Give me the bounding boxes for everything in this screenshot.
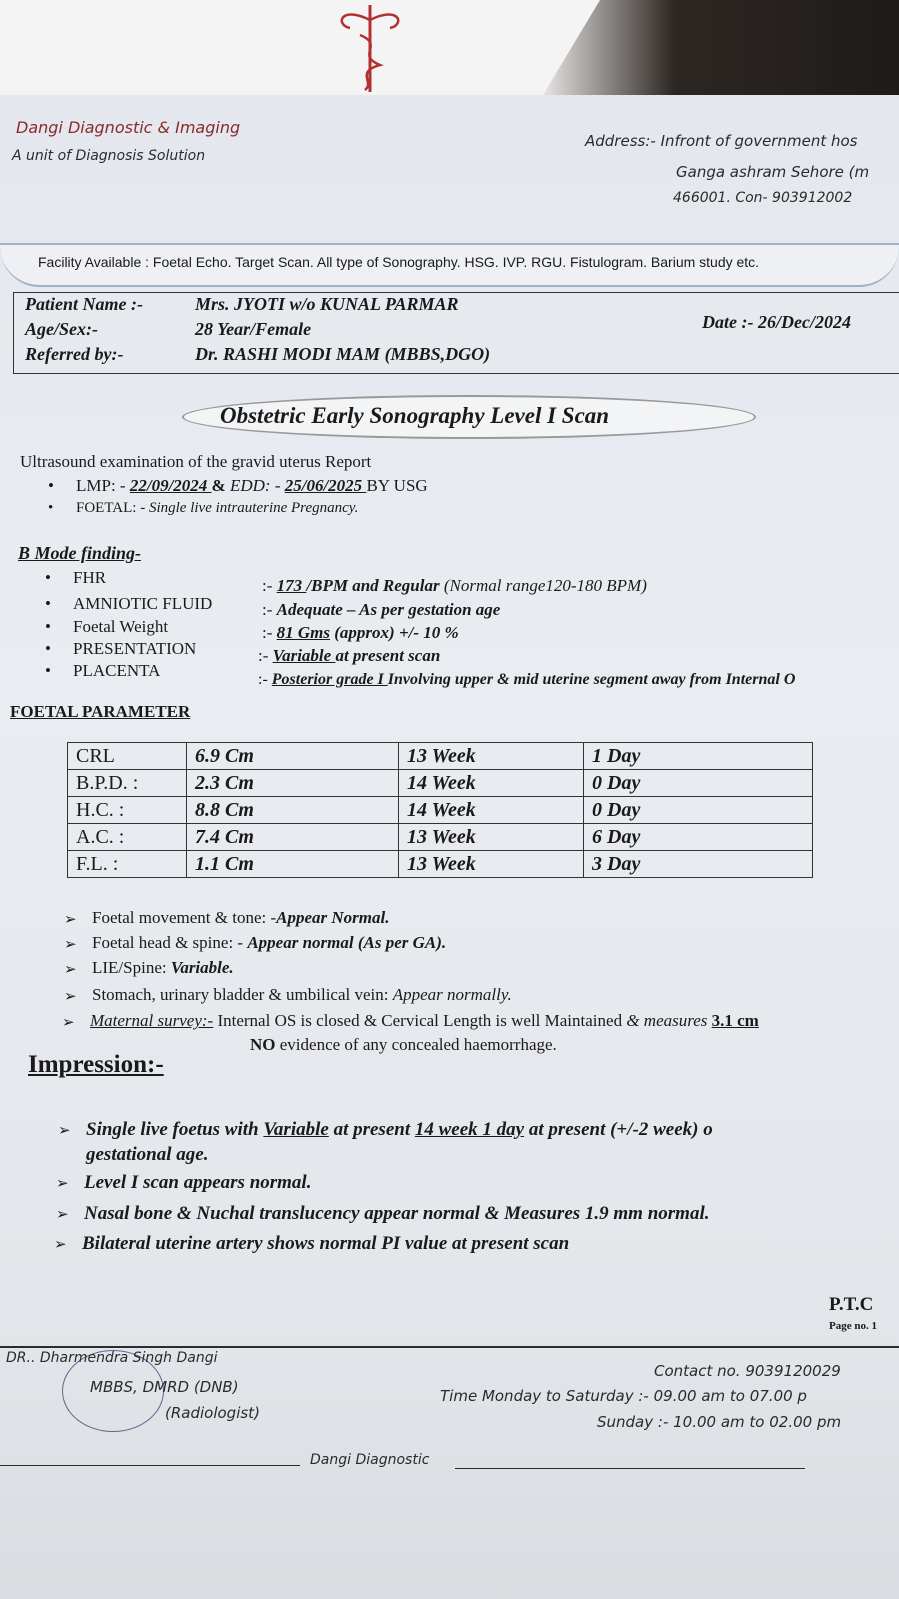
param-cell: CRL bbox=[68, 743, 187, 770]
day-cell: 3 Day bbox=[584, 851, 813, 878]
edd-label: EDD: - bbox=[229, 476, 285, 495]
amniotic-value: Adequate – As per gestation age bbox=[276, 600, 501, 619]
table-row bbox=[68, 770, 813, 797]
bmode-value-placenta bbox=[258, 671, 795, 689]
week-cell: 14 Week bbox=[399, 770, 584, 797]
table-row bbox=[68, 851, 813, 878]
facility-banner bbox=[0, 243, 899, 287]
bmode-label-presentation: • PRESENTATION bbox=[73, 639, 196, 659]
bmode-heading: B Mode finding- bbox=[18, 543, 142, 563]
sign-line-left bbox=[0, 1465, 300, 1466]
foetal-label: FOETAL: - bbox=[76, 500, 149, 516]
bmode-label-amniotic: • AMNIOTIC FLUID bbox=[73, 594, 212, 614]
bmode-label-placenta: • PLACENTA bbox=[73, 661, 160, 681]
page-number: Page no. 1 bbox=[829, 1320, 877, 1332]
weight-rest: (approx) +/- 10 % bbox=[330, 623, 459, 642]
lmp-label: LMP: - bbox=[76, 476, 130, 495]
footer-divider bbox=[0, 1346, 899, 1348]
placenta-rest: Involving upper & mid uterine segment away from Internal O bbox=[387, 671, 796, 688]
foetal-parameter-table bbox=[67, 742, 813, 878]
imp1b: at present bbox=[328, 1119, 415, 1140]
address-line-2: Ganga ashram Sehore (m bbox=[676, 163, 870, 181]
bmode-label-fhr: • FHR bbox=[73, 568, 106, 588]
maternal-label: Maternal survey:- bbox=[90, 1011, 214, 1030]
fhr-note: (Normal range120-180 BPM) bbox=[443, 576, 647, 595]
value-cell: 6.9 Cm bbox=[187, 743, 399, 770]
impression-heading: Impression:- bbox=[28, 1051, 164, 1078]
patient-name-label: Patient Name :- bbox=[25, 294, 143, 314]
obs-value: Appear normal (As per GA). bbox=[247, 933, 447, 952]
age-label: Age/Sex:- bbox=[25, 319, 98, 339]
facility-text: Facility Available : Foetal Echo. Target Scan. All type of Sonography. HSG. IVP. RGU. Fistulogram. Barium study etc. bbox=[38, 254, 760, 270]
impression-item-1-cont: gestational age. bbox=[86, 1144, 209, 1165]
clinic-name: Dangi Diagnostic & Imaging bbox=[16, 118, 241, 137]
week-cell: 13 Week bbox=[399, 824, 584, 851]
obs-value: Appear normally. bbox=[392, 985, 512, 1004]
ptc-text: P.T.C bbox=[829, 1294, 874, 1315]
obs-label: Foetal head & spine: - bbox=[92, 933, 248, 952]
cervical-length: 3.1 cm bbox=[711, 1011, 759, 1030]
observation-item bbox=[92, 908, 389, 928]
impression-item-2: ➢ Level I scan appears normal. bbox=[84, 1172, 311, 1194]
sep: :- bbox=[258, 646, 273, 665]
haemorrhage-text: evidence of any concealed haemorrhage. bbox=[275, 1035, 557, 1054]
report-title-oval bbox=[182, 395, 756, 439]
sep: :- bbox=[262, 576, 277, 595]
impression-item-3: ➢ Nasal bone & Nuchal translucency appear normal & Measures 1.9 mm normal. bbox=[84, 1203, 709, 1225]
bmode-value-fhr bbox=[262, 576, 647, 596]
referred-value: Dr. RASHI MODI MAM (MBBS,DGO) bbox=[195, 344, 491, 364]
amp-symbol: & bbox=[211, 476, 230, 495]
bmode-label-weight: • Foetal Weight bbox=[73, 617, 168, 637]
param-cell: F.L. : bbox=[68, 851, 187, 878]
caduceus-logo bbox=[330, 0, 410, 95]
value-cell: 1.1 Cm bbox=[187, 851, 399, 878]
imp1-presentation: Variable bbox=[263, 1119, 329, 1140]
maternal-line-2 bbox=[250, 1035, 557, 1055]
no-word: NO bbox=[250, 1035, 276, 1054]
bmode-value-weight bbox=[262, 623, 459, 643]
address-line-1: Address:- Infront of government hos bbox=[585, 132, 858, 150]
param-cell: H.C. : bbox=[68, 797, 187, 824]
edd-suffix: BY USG bbox=[366, 476, 428, 495]
measure-pre: & measures bbox=[626, 1011, 712, 1030]
obs-value: Appear Normal. bbox=[276, 908, 390, 927]
report-title: Obstetric Early Sonography Level I Scan bbox=[220, 403, 610, 428]
sep: :- bbox=[258, 671, 272, 688]
impression-item-4: ➢ Bilateral uterine artery shows normal PI value at present scan bbox=[82, 1233, 569, 1255]
day-cell: 0 Day bbox=[584, 797, 813, 824]
value-cell: 2.3 Cm bbox=[187, 770, 399, 797]
doctor-role: (Radiologist) bbox=[165, 1404, 260, 1422]
report-date: Date :- 26/Dec/2024 bbox=[702, 312, 851, 332]
foetal-line bbox=[76, 500, 358, 517]
maternal-survey bbox=[90, 1011, 759, 1031]
week-cell: 13 Week bbox=[399, 851, 584, 878]
age-value: 28 Year/Female bbox=[195, 319, 312, 339]
imp1-ga: 14 week 1 day bbox=[414, 1119, 525, 1140]
weight-value: 81 Gms bbox=[276, 623, 331, 642]
obs-label: Foetal movement & tone: - bbox=[92, 908, 277, 927]
foetal-parameter-heading: FOETAL PARAMETER bbox=[10, 702, 191, 721]
param-cell: B.P.D. : bbox=[68, 770, 187, 797]
table-row bbox=[68, 797, 813, 824]
obs-value: Variable. bbox=[170, 958, 234, 977]
week-cell: 14 Week bbox=[399, 797, 584, 824]
doctor-degree: MBBS, DMRD (DNB) bbox=[90, 1378, 239, 1396]
edd-value: 25/06/2025 bbox=[284, 476, 367, 495]
value-cell: 7.4 Cm bbox=[187, 824, 399, 851]
timing-sunday: Sunday :- 10.00 am to 02.00 pm bbox=[597, 1413, 842, 1431]
placenta-value: Posterior grade I bbox=[271, 671, 388, 688]
presentation-value: Variable bbox=[272, 646, 336, 665]
contact-number: Contact no. 9039120029 bbox=[654, 1362, 841, 1380]
sep: :- bbox=[262, 623, 277, 642]
foetal-value: Single live intrauterine Pregnancy. bbox=[148, 500, 359, 516]
value-cell: 8.8 Cm bbox=[187, 797, 399, 824]
maternal-text: Internal OS is closed & Cervical Length is well Maintained bbox=[213, 1011, 627, 1030]
observation-item bbox=[92, 933, 446, 953]
sign-line-right bbox=[455, 1468, 805, 1469]
sep: :- bbox=[262, 600, 277, 619]
bmode-value-presentation bbox=[258, 646, 440, 666]
imp1c: at present (+/-2 week) o bbox=[524, 1119, 713, 1140]
presentation-rest: at present scan bbox=[335, 646, 441, 665]
intro-line: Ultrasound examination of the gravid uterus Report bbox=[20, 452, 372, 471]
obs-label: LIE/Spine: bbox=[92, 958, 171, 977]
week-cell: 13 Week bbox=[399, 743, 584, 770]
clinic-tagline: A unit of Diagnosis Solution bbox=[12, 148, 206, 164]
lmp-edd-line bbox=[76, 476, 428, 496]
day-cell: 0 Day bbox=[584, 770, 813, 797]
observation-item bbox=[92, 958, 234, 978]
doctor-name: DR.. Dharmendra Singh Dangi bbox=[6, 1350, 218, 1366]
signature-text: Dangi Diagnostic bbox=[310, 1452, 430, 1468]
timing-weekday: Time Monday to Saturday :- 09.00 am to 07.00 p bbox=[440, 1387, 807, 1405]
param-cell: A.C. : bbox=[68, 824, 187, 851]
bmode-value-amniotic bbox=[262, 600, 500, 620]
lmp-value: 22/09/2024 bbox=[129, 476, 212, 495]
fhr-rest: /BPM and Regular bbox=[306, 576, 444, 595]
fhr-value: 173 bbox=[276, 576, 307, 595]
day-cell: 1 Day bbox=[584, 743, 813, 770]
obs-label: Stomach, urinary bladder & umbilical vein: bbox=[92, 985, 393, 1004]
table-row bbox=[68, 824, 813, 851]
referred-label: Referred by:- bbox=[25, 344, 124, 364]
impression-item-1 bbox=[86, 1119, 713, 1141]
background-envelope bbox=[0, 0, 600, 100]
day-cell: 6 Day bbox=[584, 824, 813, 851]
address-line-3: 466001. Con- 903912002 bbox=[673, 190, 853, 206]
patient-name-value: Mrs. JYOTI w/o KUNAL PARMAR bbox=[195, 294, 459, 314]
imp1a: Single live foetus with bbox=[86, 1119, 264, 1140]
table-row bbox=[68, 743, 813, 770]
observation-item bbox=[92, 985, 512, 1005]
